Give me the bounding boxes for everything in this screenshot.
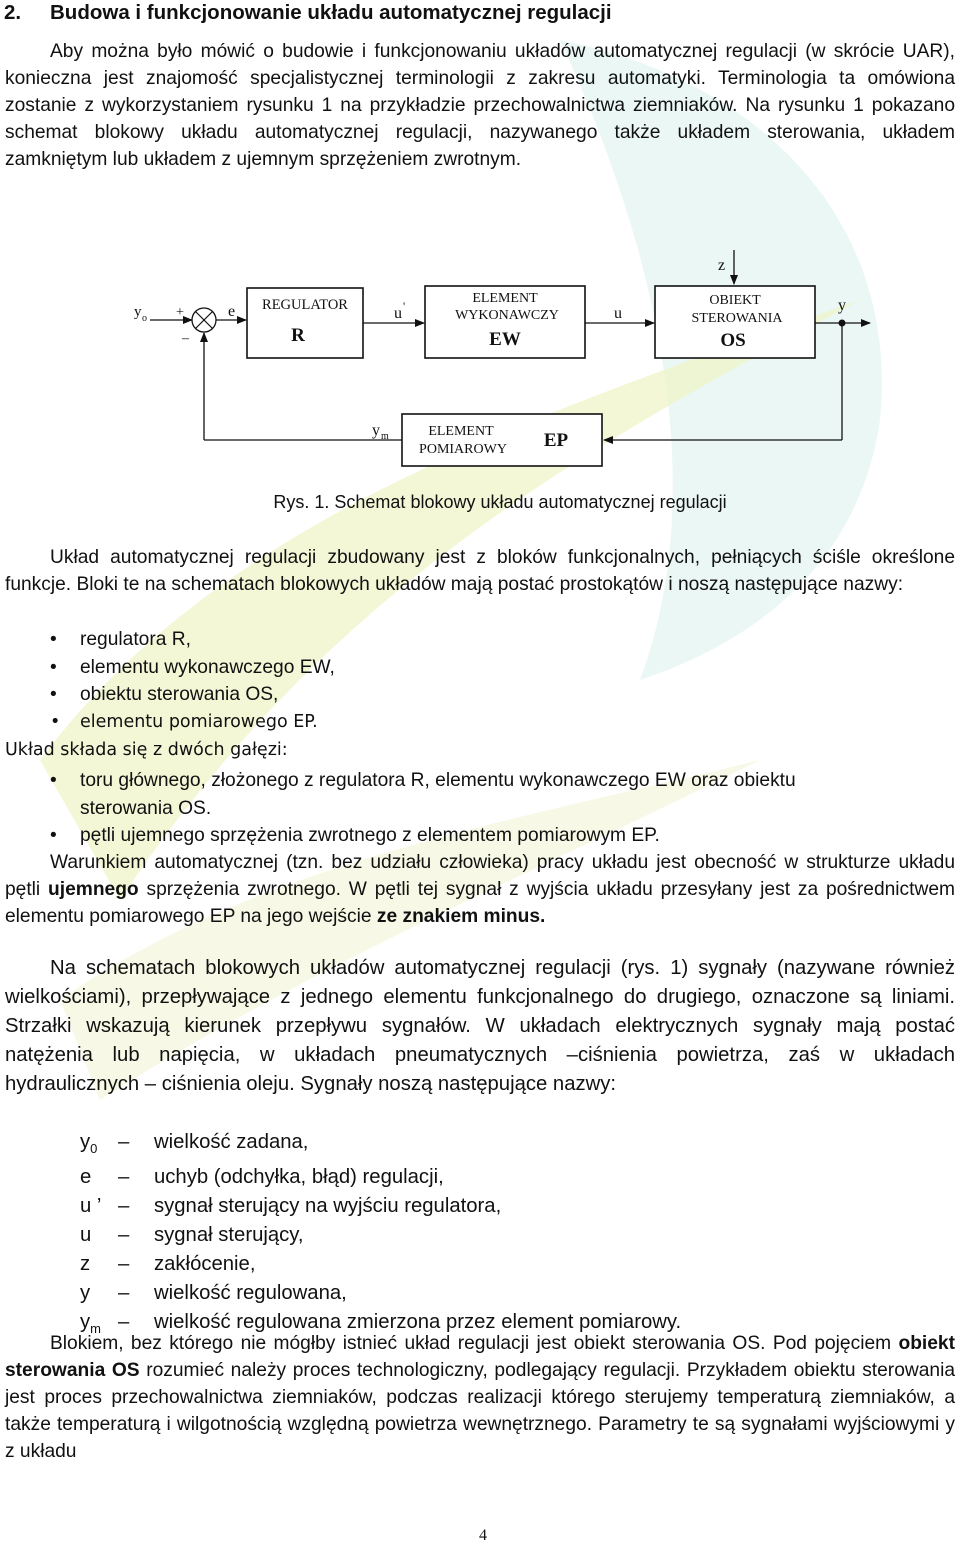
label-y0: y — [134, 304, 142, 320]
list-item: • elementu wykonawczego EW, — [50, 656, 335, 678]
signal-item: z – zakłócenie, — [80, 1253, 256, 1276]
ew-label-line1: ELEMENT — [472, 291, 538, 306]
signal-item: u ’ – sygnał sterujący na wyjściu regulatora, — [80, 1195, 502, 1218]
os-label-line2: STEROWANIA — [691, 311, 783, 326]
signal-item: $y_0$ – wielkość zadana, — [80, 1131, 309, 1157]
list-item: • elementu pomiarowego EP. — [50, 711, 318, 732]
label-y0-sub: o — [142, 313, 147, 324]
regulator-label: REGULATOR — [262, 297, 348, 313]
ew-symbol: EW — [489, 329, 521, 350]
signal-item: u – sygnał sterujący, — [80, 1224, 304, 1247]
os-symbol: OS — [720, 330, 746, 351]
label-plus: + — [176, 305, 184, 320]
page-number: 4 — [479, 1527, 487, 1544]
label-u-prime-mark: ' — [403, 299, 406, 313]
section-number: 2. — [4, 1, 22, 24]
block-names-list — [0, 626, 960, 736]
signal-item: e – uchyb (odchyłka, błąd) regulacji, — [80, 1166, 444, 1189]
label-u-prime: u — [394, 305, 402, 322]
branches-intro: Układ składa się z dwóch gałęzi: — [5, 740, 288, 760]
summing-junction — [192, 308, 216, 332]
label-e: e — [228, 303, 236, 320]
section-heading — [4, 1, 612, 25]
label-z: z — [718, 257, 726, 274]
ep-label-line2: POMIAROWY — [419, 442, 507, 457]
ep-symbol: EP — [543, 430, 569, 451]
label-ym: y — [372, 422, 380, 439]
label-y: y — [838, 297, 846, 314]
section-title: Budowa i funkcjonowanie układu automatycznej regulacji — [50, 1, 612, 24]
ep-label-line1: ELEMENT — [428, 424, 494, 439]
blocks-paragraph — [5, 544, 955, 598]
signal-item: $y_m$ – wielkość regulowana zmierzona przez element pomiarowy. — [80, 1311, 682, 1337]
ew-label-line2: WYKONAWCZY — [455, 308, 559, 323]
ep-block — [402, 414, 602, 466]
regulator-symbol: R — [291, 325, 305, 346]
branches-list — [0, 767, 960, 850]
emphasis-minus: ze znakiem minus. — [376, 906, 546, 927]
label-minus: – — [182, 331, 189, 346]
blocks-text: Układ automatycznej regulacji zbudowany jest z bloków funkcjonalnych, pełniących ściśle określone funkcje. Bloki te na schematach blokowych układów mają postać prostokątów i noszą następujące nazwy: — [5, 547, 955, 595]
list-item: • obiektu sterowania OS, — [50, 684, 279, 705]
label-u: u — [614, 305, 622, 322]
emphasis-ujemnego: ujemnego — [48, 879, 139, 900]
object-paragraph: Blokiem, bez którego nie mógłby istnieć układ regulacji jest obiekt sterowania OS. Pod pojęciem obiekt sterowania OS rozumieć należy proces technologiczny, podlegający regulacji. Przykładem obiektu sterowania jest proces przechowalnictwa ziemniaków, podczas realizacji którego sterujemy temperaturą ziemniaków, a także temperaturą i wilgotnością względną powietrza wewnętrznego. Parametry te są sygnałami wyjściowymi y z układu — [5, 1333, 956, 1462]
signals-list — [80, 1128, 960, 1343]
figure-caption: Rys. 1. Schemat blokowy układu automatycznej regulacji — [273, 492, 727, 512]
intro-text: Aby można było mówić o budowie i funkcjonowaniu układów automatycznej regulacji (w skrócie UAR), konieczna jest znajomość specjalistycznej terminologii z zakresu automatyki. Terminologia ta omówiona zostanie z wykorzystaniem rysunku 1 na przykładzie przechowalnictwa ziemniaków. Na rysunku 1 pokazano schemat blokowy układu automatycznej regulacji, nazywanego także układem sterowania, układem zamkniętym lub układem z ujemnym sprzężeniem zwrotnym. — [5, 41, 955, 170]
block-diagram — [0, 240, 960, 500]
list-item: • regulatora R, — [50, 629, 191, 650]
list-item: • toru głównego, złożonego z regulatora R, elementu wykonawczego EW oraz obiektu sterowania OS. — [50, 770, 796, 819]
intro-paragraph — [5, 38, 955, 173]
signals-paragraph: Na schematach blokowych układów automatycznej regulacji (rys. 1) sygnały (nazywane również wielkościami), przepływające z jednego elementu funkcjonalnego do drugiego, oznaczone są liniami. Strzałki wskazują kierunek przepływu sygnałów. W układach elektrycznych sygnały mają postać natężenia lub napięcia, w układach pneumatycznych –ciśnienia powietrza, zaś w układach hydraulicznych – ciśnienia oleju. Sygnały noszą następujące nazwy: — [5, 957, 955, 1095]
os-label-line1: OBIEKT — [709, 293, 761, 308]
condition-paragraph: Warunkiem automatycznej (tzn. bez udziału człowieka) pracy układu jest obecność w strukturze układu pętli ujemnego sprzężenia zwrotnego. W pętli tej sygnał z wyjścia układu przesyłany jest za pośrednictwem elementu pomiarowego EP na jego wejście ze znakiem minus. — [5, 852, 955, 927]
emphasis-obiekt-sterowania: obiekt sterowania OS — [5, 1333, 955, 1381]
list-item: • pętli ujemnego sprzężenia zwrotnego z elementem pomiarowym EP. — [50, 825, 660, 846]
signal-item: y – wielkość regulowana, — [80, 1282, 347, 1305]
label-ym-sub: m — [381, 431, 389, 442]
